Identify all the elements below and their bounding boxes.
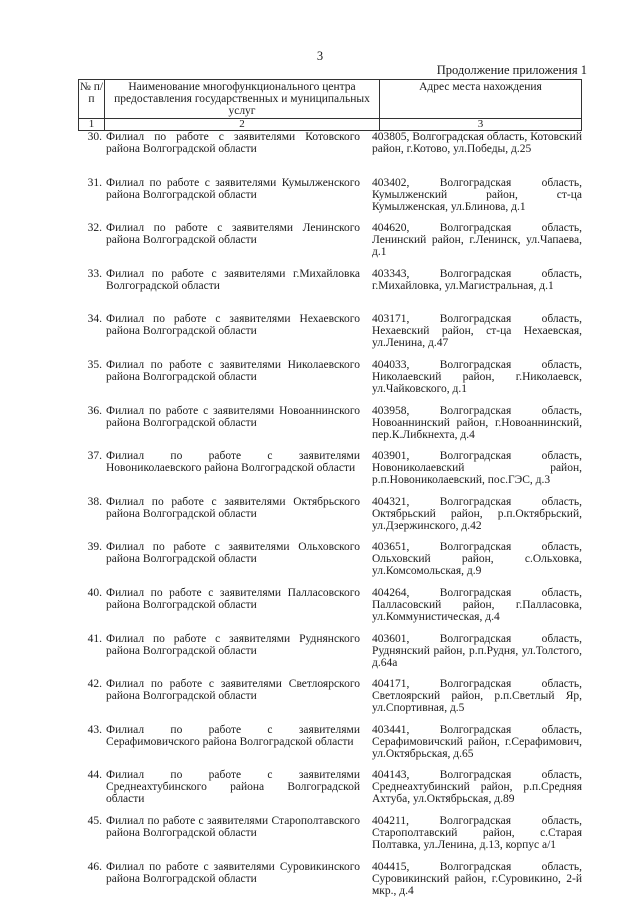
table-row [78, 496, 582, 542]
row-number: 30. [78, 131, 106, 177]
row-number: 45. [78, 815, 106, 861]
header-address: Адрес места нахождения [379, 80, 582, 118]
column-number-2: 2 [104, 119, 379, 130]
branch-name: Филиал по работе с заявителями Старополтавского района Волгоградской области [106, 815, 370, 861]
row-number: 38. [78, 496, 106, 542]
table-row [78, 450, 582, 496]
branch-name: Филиал по работе с заявителями Светлоярского района Волгоградской области [106, 678, 370, 724]
branch-address: 403171, Волгоградская область, Нехаевский район, ст-ца Нехаевская, ул.Ленина, д.47 [370, 313, 582, 359]
header-number: № п/п [78, 80, 104, 118]
branch-name: Филиал по работе с заявителями Ленинского района Волгоградской области [106, 222, 370, 268]
row-number: 36. [78, 405, 106, 451]
row-number: 32. [78, 222, 106, 268]
branch-address: 403958, Волгоградская область, Новоаннинский район, г.Новоаннинский, пер.К.Либкнехта, д.4 [370, 405, 582, 451]
branch-name: Филиал по работе с заявителями Палласовского района Волгоградской области [106, 587, 370, 633]
branch-name: Филиал по работе с заявителями Ольховского района Волгоградской области [106, 541, 370, 587]
branch-address: 403901, Волгоградская область, Новониколаевский район, р.п.Новониколаевский, пос.ГЭС, д.3 [370, 450, 582, 496]
branch-address: 404211, Волгоградская область, Старополтавский район, с.Старая Полтавка, ул.Ленина, д.13, корпус а/1 [370, 815, 582, 861]
branch-name: Филиал по работе с заявителями Серафимовичского района Волгоградской области [106, 724, 370, 770]
branch-address: 404033, Волгоградская область, Николаевский район, г.Николаевск, ул.Чайковского, д.1 [370, 359, 582, 405]
branch-address: 403601, Волгоградская область, Руднянский район, р.п.Рудня, ул.Толстого, д.64а [370, 633, 582, 679]
table-row [78, 541, 582, 587]
branch-address: 404415, Волгоградская область, Суровикинский район, г.Суровикино, 2-й мкр., д.4 [370, 861, 582, 906]
branch-name: Филиал по работе с заявителями Суровикинского района Волгоградской области [106, 861, 370, 906]
row-number: 34. [78, 313, 106, 359]
page-number: 3 [0, 50, 640, 62]
branch-name: Филиал по работе с заявителями Новоаннинского района Волгоградской области [106, 405, 370, 451]
branch-address: 404171, Волгоградская область, Светлоярский район, р.п.Светлый Яр, ул.Спортивная, д.5 [370, 678, 582, 724]
branch-address: 403441, Волгоградская область, Серафимовичский район, г.Серафимович, ул.Октябрьская, д.65 [370, 724, 582, 770]
branch-name: Филиал по работе с заявителями Николаевского района Волгоградской области [106, 359, 370, 405]
branch-name: Филиал по работе с заявителями Нехаевского района Волгоградской области [106, 313, 370, 359]
row-number: 40. [78, 587, 106, 633]
table-row [78, 724, 582, 770]
table-row [78, 678, 582, 724]
branch-name: Филиал по работе с заявителями Кумылженского района Волгоградской области [106, 177, 370, 223]
table-row [78, 815, 582, 861]
row-number: 39. [78, 541, 106, 587]
column-number-1: 1 [78, 119, 104, 130]
row-number: 44. [78, 769, 106, 815]
column-numbers-row [78, 119, 582, 131]
table-row [78, 405, 582, 451]
row-number: 46. [78, 861, 106, 906]
row-number: 31. [78, 177, 106, 223]
branch-name: Филиал по работе с заявителями Среднеахтубинского района Волгоградской области [106, 769, 370, 815]
continuation-label: Продолжение приложения 1 [437, 64, 587, 76]
row-number: 43. [78, 724, 106, 770]
table-header-row [78, 80, 582, 119]
branch-name: Филиал по работе с заявителями Руднянского района Волгоградской области [106, 633, 370, 679]
table-row [78, 587, 582, 633]
table-row [78, 313, 582, 359]
row-number: 35. [78, 359, 106, 405]
branch-address: 404264, Волгоградская область, Палласовский район, г.Палласовка, ул.Коммунистическая, д.4 [370, 587, 582, 633]
row-number: 37. [78, 450, 106, 496]
row-number: 33. [78, 268, 106, 314]
table-row [78, 222, 582, 268]
branch-address: 403805, Волгоградская область, Котовский район, г.Котово, ул.Победы, д.25 [370, 131, 582, 177]
table-row [78, 131, 582, 177]
table-row [78, 359, 582, 405]
branch-address: 403343, Волгоградская область, г.Михайловка, ул.Магистральная, д.1 [370, 268, 582, 314]
branch-address: 403402, Волгоградская область, Кумылженский район, ст-ца Кумылженская, ул.Блинова, д.1 [370, 177, 582, 223]
branch-name: Филиал по работе с заявителями г.Михайловка Волгоградской области [106, 268, 370, 314]
table-row [78, 268, 582, 314]
table-row [78, 633, 582, 679]
table-row [78, 769, 582, 815]
branches-table [78, 79, 582, 131]
table-body [78, 131, 582, 906]
column-number-3: 3 [379, 119, 582, 130]
table-row [78, 177, 582, 223]
header-center-name: Наименование многофункционального центра предоставления государственных и муниципальных услуг [104, 80, 379, 118]
branch-name: Филиал по работе с заявителями Новониколаевского района Волгоградской области [106, 450, 370, 496]
branch-address: 404620, Волгоградская область, Ленинский район, г.Ленинск, ул.Чапаева, д.1 [370, 222, 582, 268]
branch-address: 403651, Волгоградская область, Ольховский район, с.Ольховка, ул.Комсомольская, д.9 [370, 541, 582, 587]
branch-address: 404143, Волгоградская область, Среднеахтубинский район, р.п.Средняя Ахтуба, ул.Октябрьская, д.89 [370, 769, 582, 815]
branch-address: 404321, Волгоградская область, Октябрьский район, р.п.Октябрьский, ул.Дзержинского, д.42 [370, 496, 582, 542]
branch-name: Филиал по работе с заявителями Котовского района Волгоградской области [106, 131, 370, 177]
row-number: 42. [78, 678, 106, 724]
table-row [78, 861, 582, 906]
branch-name: Филиал по работе с заявителями Октябрьского района Волгоградской области [106, 496, 370, 542]
row-number: 41. [78, 633, 106, 679]
